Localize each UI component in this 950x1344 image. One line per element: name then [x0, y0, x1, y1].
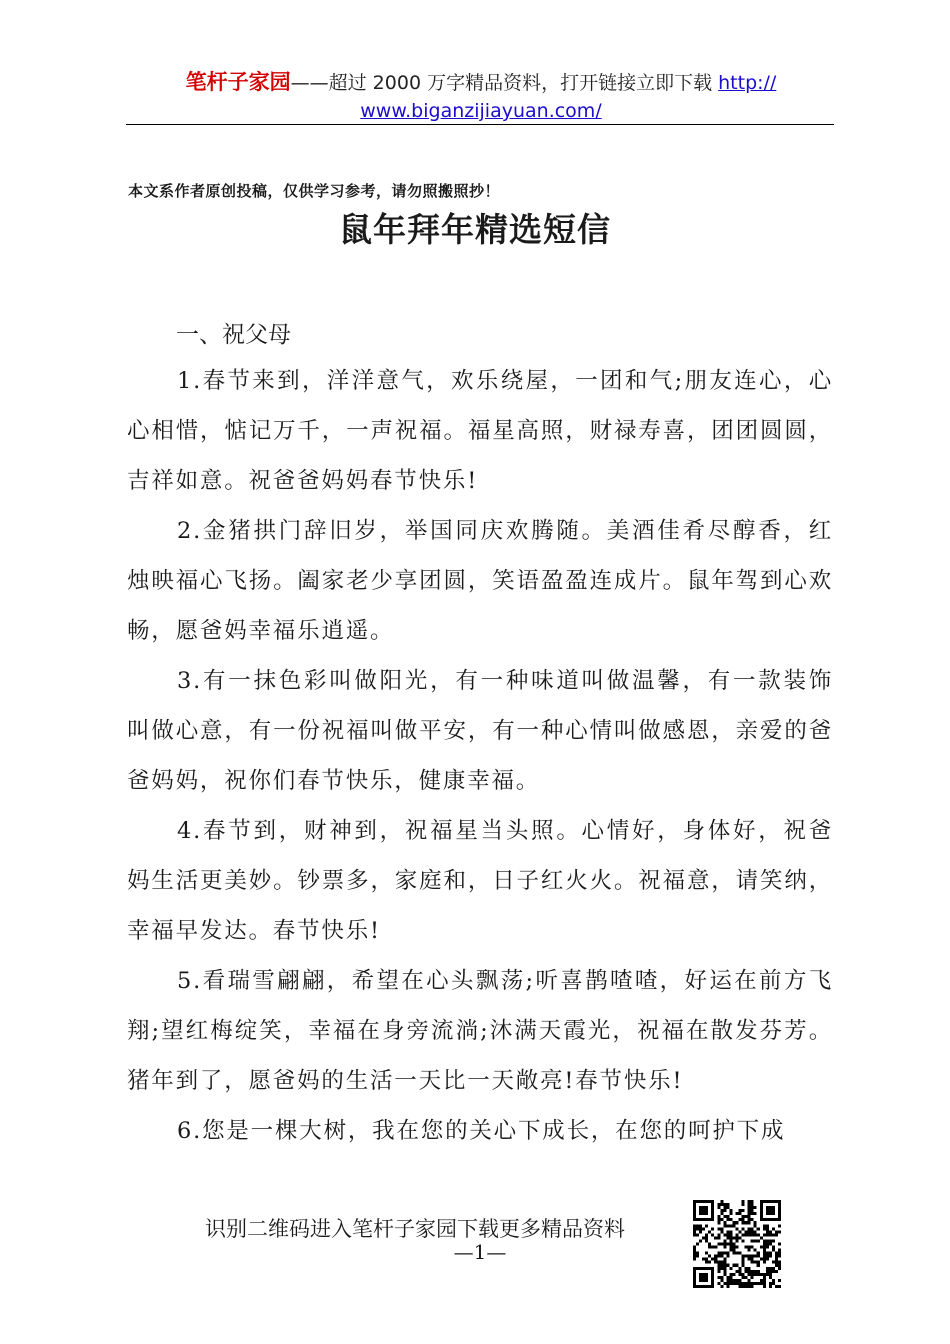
paragraph: 6.您是一棵大树，我在您的关心下成长，在您的呵护下成	[177, 1118, 786, 1144]
paragraph: 5.看瑞雪翩翩，希望在心头飘荡;听喜鹊喳喳，好运在前方飞翔;望红梅绽笑，幸福在身旁流淌;沐满天霞光，祝福在散发芬芳。猪年到了，愿爸妈的生活一天比一天敞亮!春节快乐!	[127, 968, 833, 1094]
body-text	[127, 356, 833, 1156]
qr-code-icon[interactable]	[693, 1200, 781, 1288]
document-title: 鼠年拜年精选短信	[339, 210, 611, 249]
paragraph: 4.春节到，财神到，祝福星当头照。心情好，身体好，祝爸妈生活更美妙。钞票多，家庭和，日子红火火。祝福意，请笑纳，幸福早发达。春节快乐!	[127, 818, 833, 944]
footer-text: 识别二维码进入笔杆子家园下载更多精品资料	[205, 1217, 625, 1241]
copyright-notice: 本文系作者原创投稿，仅供学习参考，请勿照搬照抄！	[128, 182, 501, 200]
header-tagline: ——超过 2000 万字精品资料，打开链接立即下载	[290, 72, 719, 94]
page-header	[128, 68, 834, 125]
paragraph: 1.春节来到，洋洋意气，欢乐绕屋，一团和气;朋友连心，心心相惜，惦记万千，一声祝福。福星高照，财禄寿喜，团团圆圆，吉祥如意。祝爸爸妈妈春节快乐!	[127, 368, 833, 494]
download-link-url[interactable]: www.biganzijiayuan.com/	[360, 100, 602, 122]
brand-name: 笔杆子家园	[185, 70, 291, 94]
header-divider	[126, 124, 834, 125]
page-number: —1—	[453, 1240, 507, 1264]
paragraph: 3.有一抹色彩叫做阳光，有一种味道叫做温馨，有一款装饰叫做心意，有一份祝福叫做平安，有一种心情叫做感恩，亲爱的爸爸妈妈，祝你们春节快乐，健康幸福。	[127, 668, 833, 794]
download-link[interactable]: http://	[718, 72, 777, 94]
paragraph: 2.金猪拱门辞旧岁，举国同庆欢腾随。美酒佳肴尽醇香，红烛映福心飞扬。阖家老少享团圆，笑语盈盈连成片。鼠年驾到心欢畅，愿爸妈幸福乐逍遥。	[127, 518, 833, 644]
section-heading: 一、祝父母	[176, 322, 291, 348]
